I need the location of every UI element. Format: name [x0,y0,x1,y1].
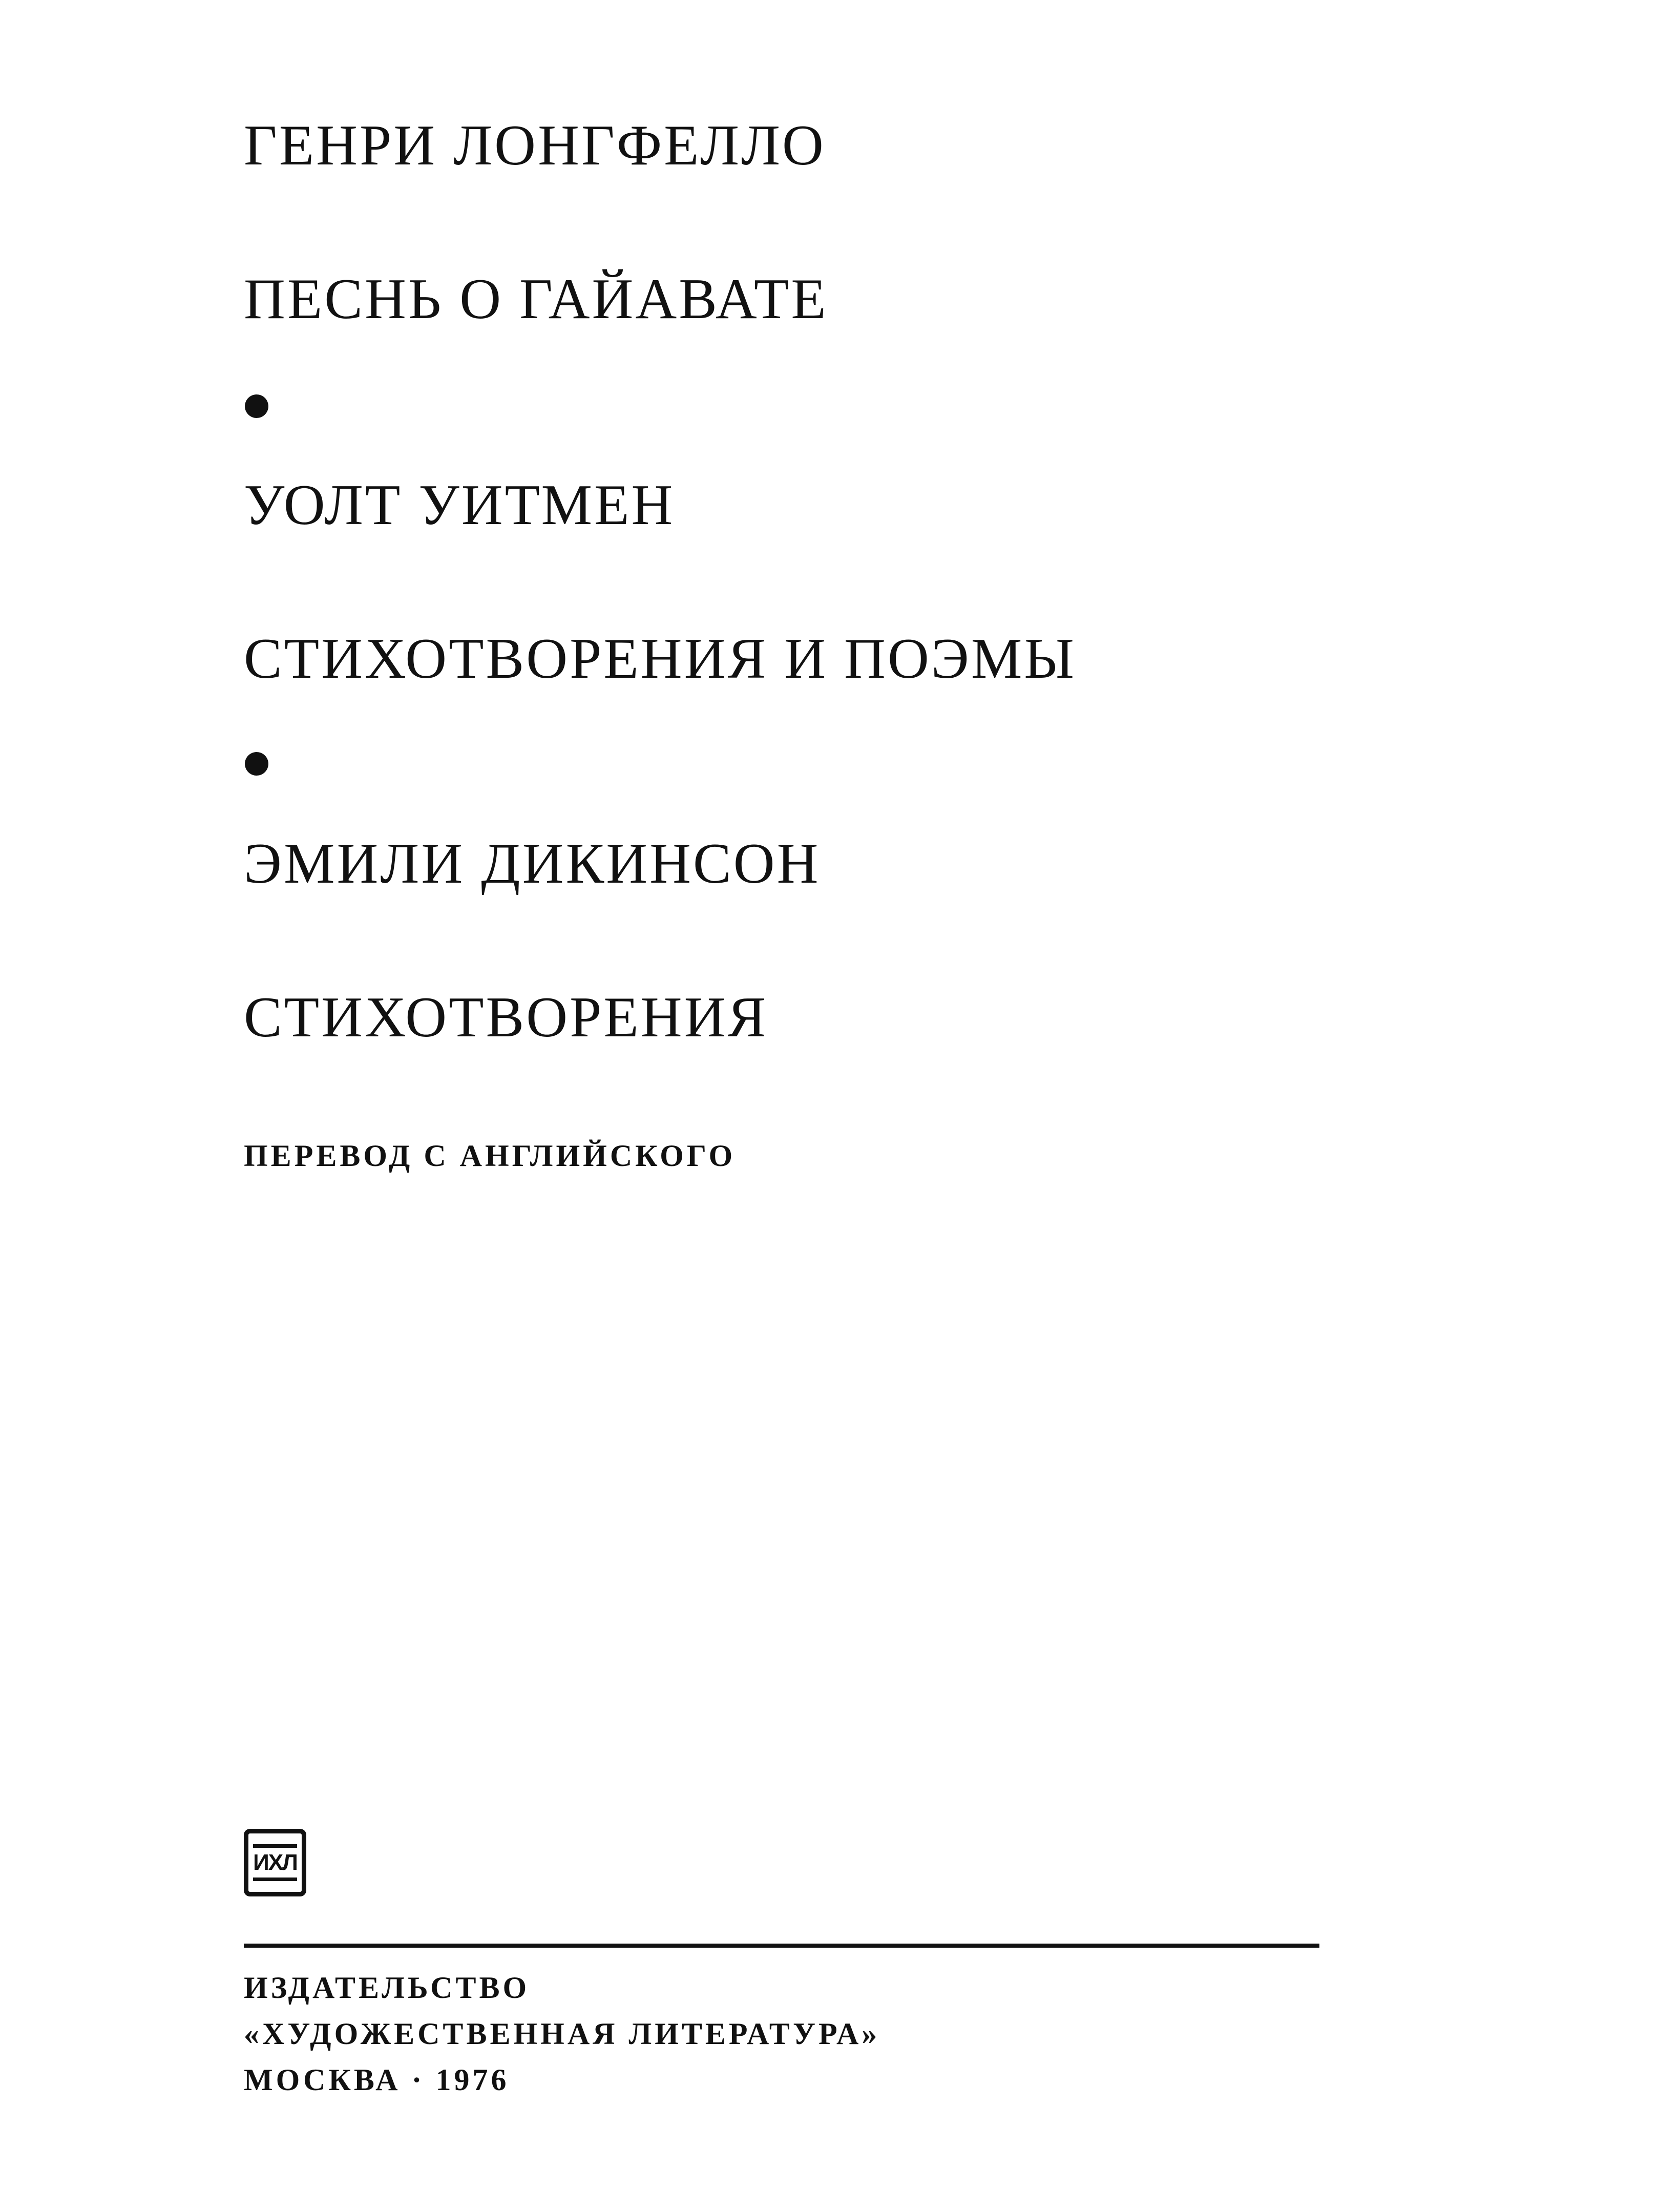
author-whitman: УОЛТ УИТМЕН [244,473,675,537]
divider-rule [244,1944,1319,1948]
title-whitman-poems: СТИХОТВОРЕНИЯ И ПОЭМЫ [244,627,1077,691]
title-hiawatha: ПЕСНЬ О ГАЙАВАТЕ [244,267,828,331]
title-dickinson-poems: СТИХОТВОРЕНИЯ [244,986,768,1049]
imprint-city-year: МОСКВА · 1976 [244,2063,510,2097]
author-dickinson: ЭМИЛИ ДИКИНСОН [244,832,821,895]
bullet-separator-1 [245,394,268,418]
bullet-separator-2 [245,752,268,776]
imprint-publisher-label: ИЗДАТЕЛЬСТВО [244,1971,530,2005]
translation-note: ПЕРЕВОД С АНГЛИЙСКОГО [244,1139,736,1173]
publisher-logo-text: ИХЛ [253,1844,297,1881]
author-longfellow: ГЕНРИ ЛОНГФЕЛЛО [244,114,826,177]
imprint-publisher-name: «ХУДОЖЕСТВЕННАЯ ЛИТЕРАТУРА» [244,2017,880,2051]
publisher-logo-icon [244,1829,306,1896]
